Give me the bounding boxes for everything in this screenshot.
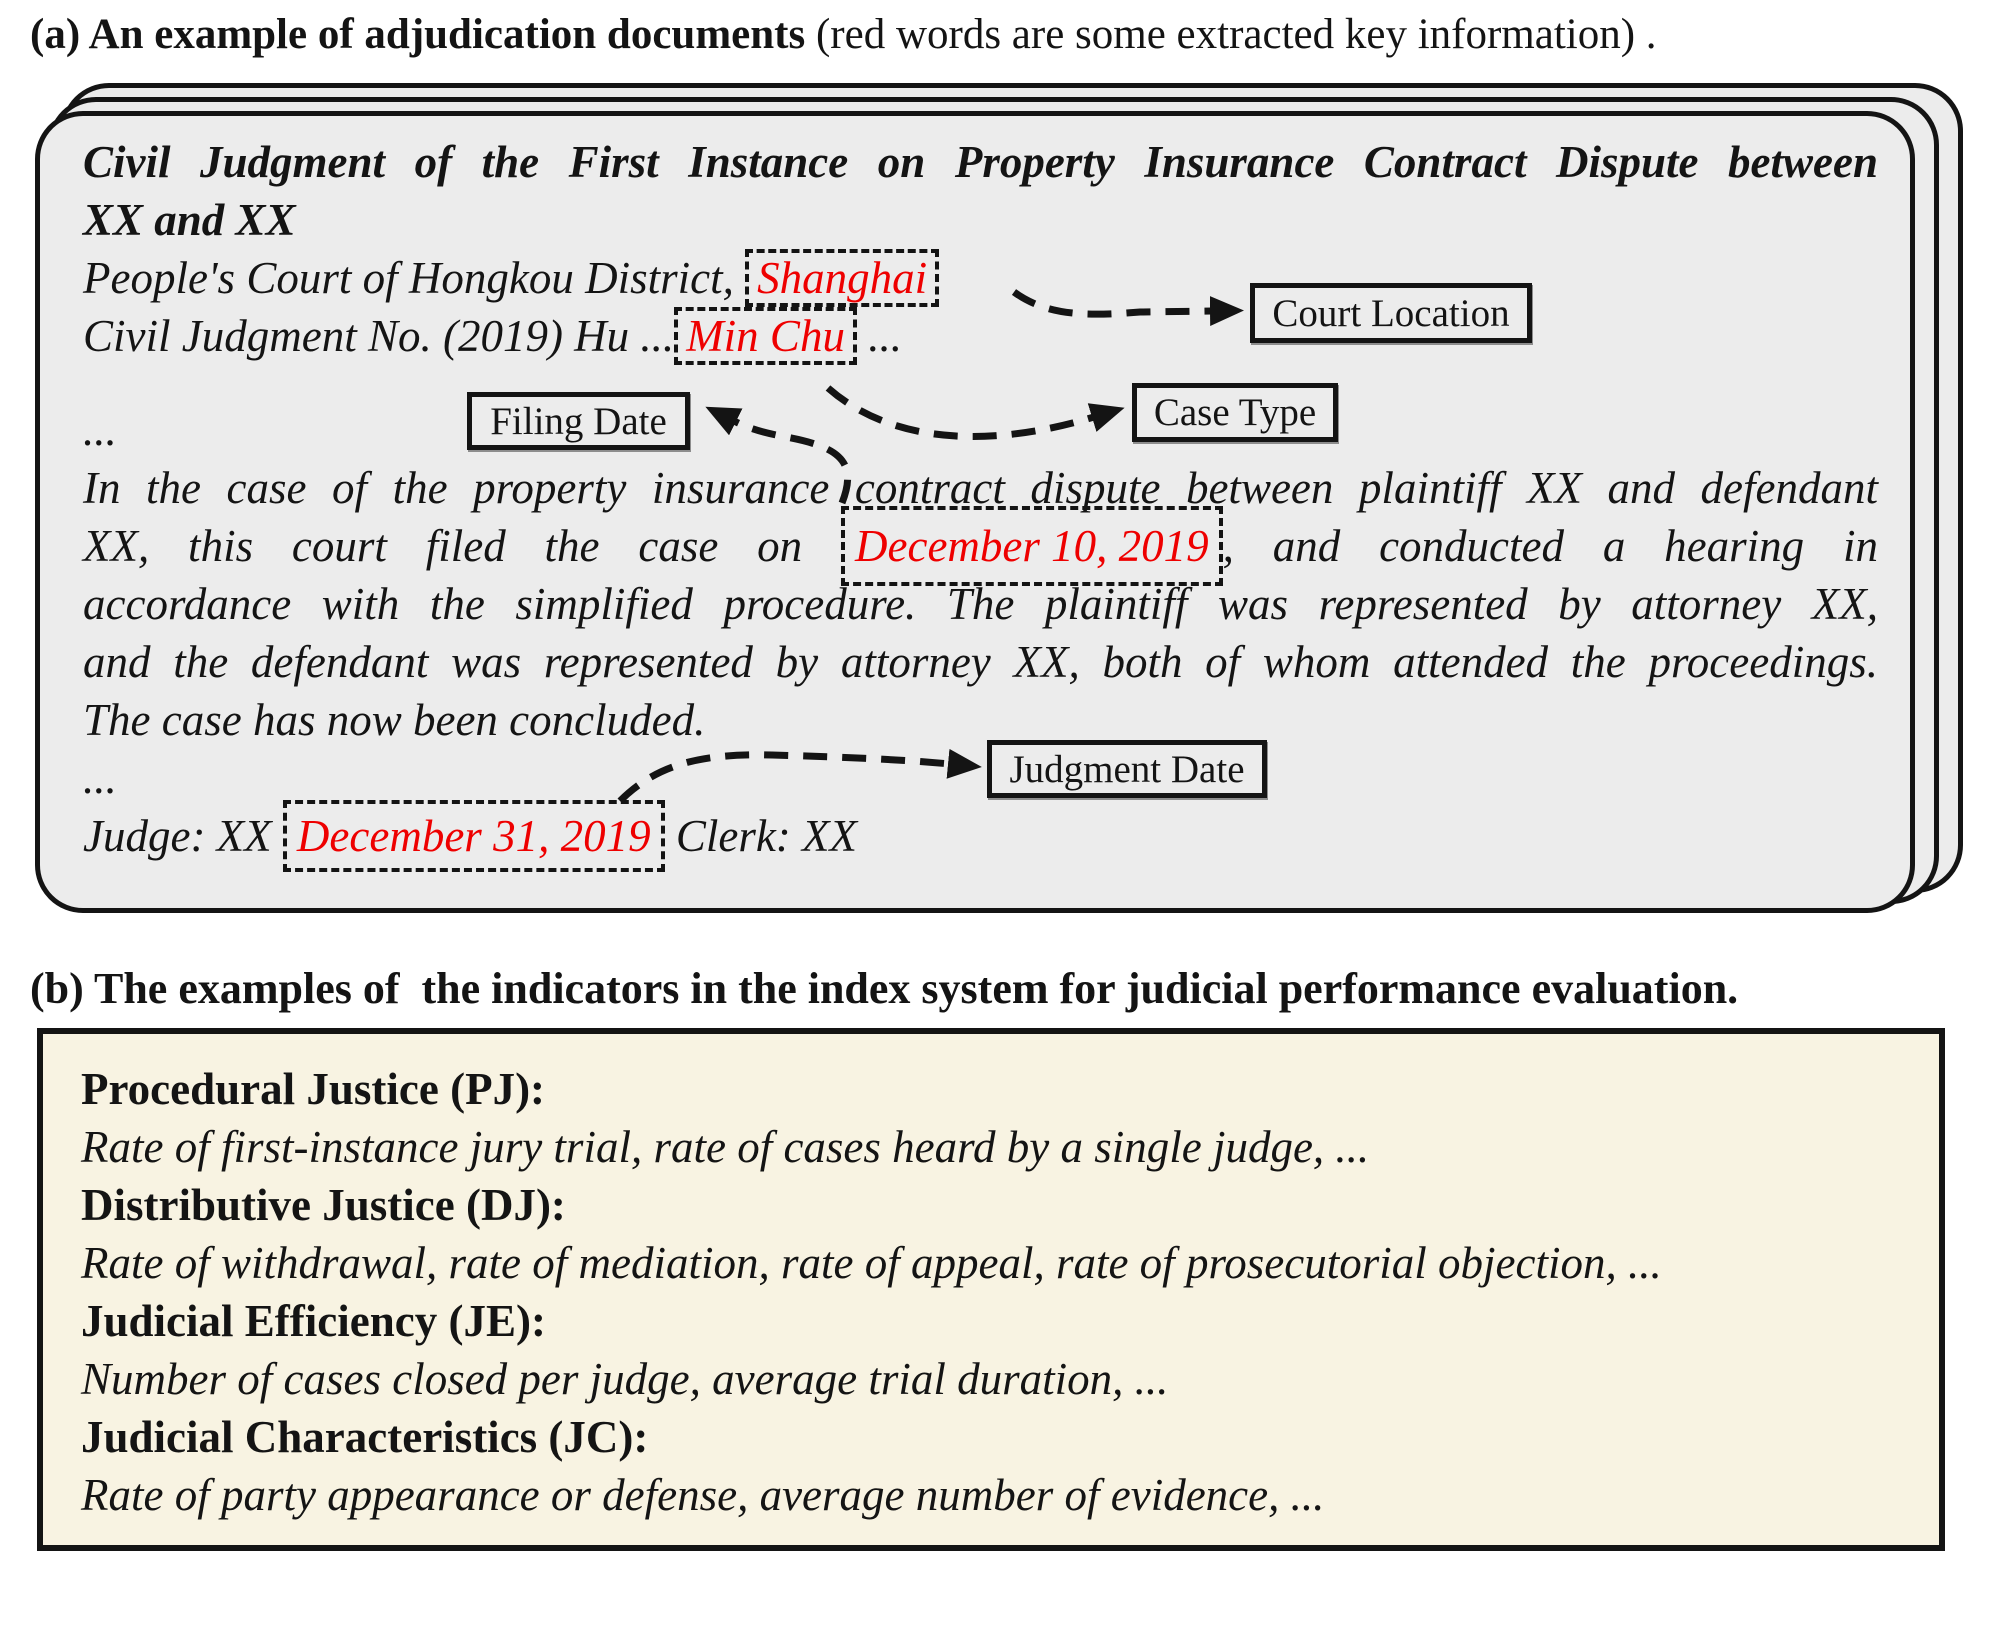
case-type-label-box: Case Type [1132,383,1338,442]
doc-body-line5: The case has now been concluded. [83,695,706,745]
doc-body-line3: accordance with the simplified procedure. The plaintiff was represented by attorney XX, [83,579,1878,629]
court-location-highlight: Shanghai [745,249,939,307]
doc-body-line2 [83,517,1878,575]
caseno-line-prefix: Civil Judgment No. (2019) Hu ... [83,311,675,361]
judge-line-suffix: Clerk: XX [664,811,858,861]
indicator-examples-box [37,1028,1945,1551]
panel-a-caption [30,10,1657,60]
caseno-line-suffix: ... [856,311,902,361]
doc-ellipsis-2: ... [83,753,117,803]
indicator-name: Judicial Efficiency (JE): [81,1296,546,1346]
indicator-name: Judicial Characteristics (JC): [81,1412,649,1462]
indicator-name: Distributive Justice (DJ): [81,1180,566,1230]
panel-b-caption: (b) The examples of the indicators in the index system for judicial performance evaluation. [30,964,1739,1013]
doc-court-line [83,249,1878,307]
doc-body-line4: and the defendant was represented by attorney XX, both of whom attended the proceedings. [83,637,1878,687]
doc-heading-line2: XX and XX [83,195,296,245]
court-line-prefix: People's Court of Hongkou District, [83,253,746,303]
panel-a-caption-bold: (a) An example of adjudication documents [30,11,816,58]
doc-body-line1: In the case of the property insurance contract dispute between plaintiff XX and defendant [83,463,1878,513]
doc-caseno-line [83,307,1878,365]
adjudication-document [35,111,1915,913]
judgment-date-label-box: Judgment Date [987,740,1267,798]
indicator-examples: Rate of party appearance or defense, average number of evidence, ... [81,1470,1325,1520]
indicator-examples: Rate of first-instance jury trial, rate of cases heard by a single judge, ... [81,1122,1370,1172]
indicator-name: Procedural Justice (PJ): [81,1064,546,1114]
judge-line-prefix: Judge: XX [83,811,283,861]
indicator-examples: Number of cases closed per judge, average trial duration, ... [81,1354,1169,1404]
doc-heading-line1: Civil Judgment of the First Instance on Property Insurance Contract Dispute between [83,137,1878,187]
judgment-date-highlight: December 31, 2019 [283,800,665,872]
filing-date-label-box: Filing Date [467,392,690,450]
indicator-examples: Rate of withdrawal, rate of mediation, rate of appeal, rate of prosecutorial objection, ... [81,1238,1662,1288]
case-type-highlight: Min Chu [674,307,857,365]
doc-judge-line [83,807,1878,865]
court-location-label-box: Court Location [1250,283,1532,343]
panel-a-caption-rest: (red words are some extracted key information) . [815,11,1657,58]
filing-date-highlight: December 10, 2019 [841,506,1223,586]
body-line2-suffix: , and conducted a hearing in [1222,521,1878,571]
doc-ellipsis-1: ... [83,405,117,455]
body-line2-prefix: XX, this court filed the case on [83,521,841,571]
